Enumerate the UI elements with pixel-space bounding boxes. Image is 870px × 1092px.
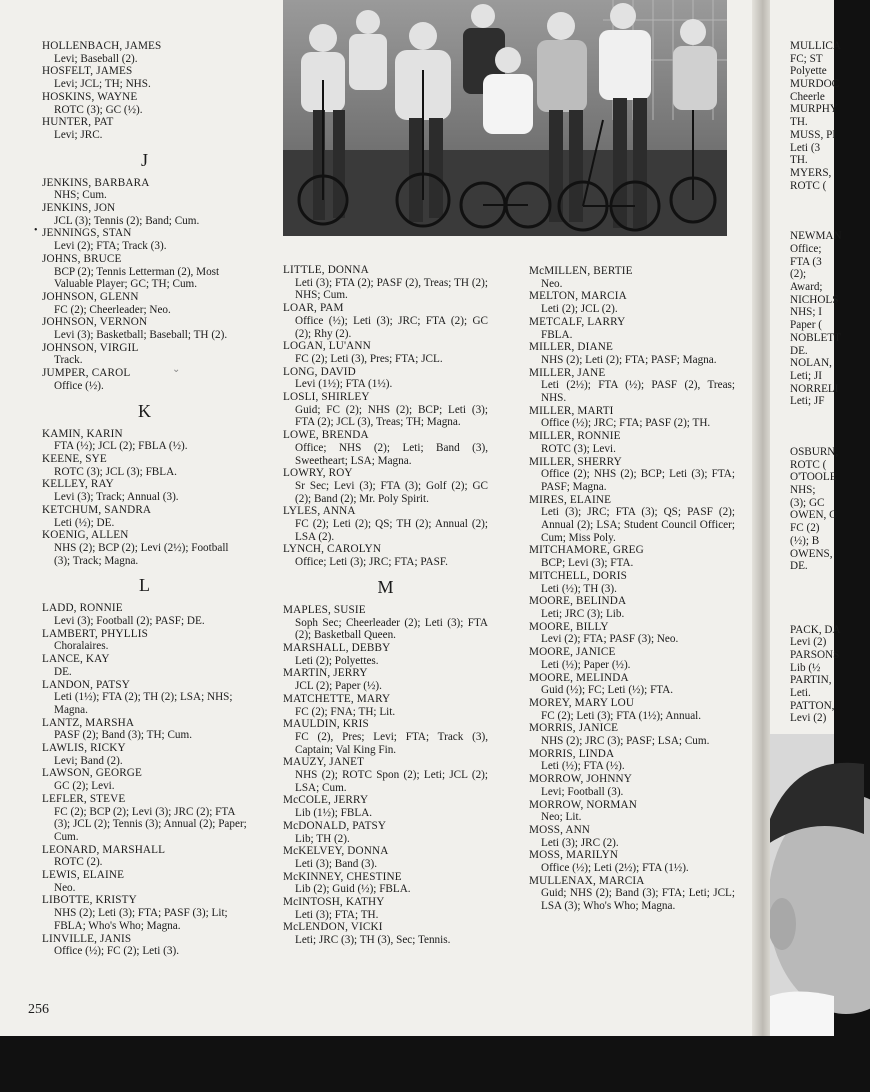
cropped-line: [790, 433, 870, 446]
student-activities: Leti (½); Paper (½).: [541, 658, 631, 671]
student-activities: FTA (½); JCL (2); FBLA (½).: [54, 440, 188, 453]
cropped-line: NORRELI: [790, 382, 839, 395]
student-name: LAWLIS, RICKY: [42, 742, 126, 755]
student-activities: Choralaires.: [54, 640, 109, 653]
cropped-line: [790, 408, 870, 421]
student-name: McINTOSH, KATHY: [283, 896, 385, 909]
student-name: MILLER, SHERRY: [529, 455, 622, 468]
student-entry: [283, 896, 488, 921]
student-name: MAULDIN, KRIS: [283, 718, 369, 731]
column-2: [283, 264, 488, 947]
cropped-line: PACK, DA: [790, 623, 841, 636]
student-entry: [42, 367, 247, 392]
student-entry: [42, 504, 247, 529]
student-activities: Levi (3); Track; Annual (3).: [54, 491, 179, 504]
student-name: LOWRY, ROY: [283, 467, 353, 480]
cropped-line: [790, 611, 870, 624]
student-name: KETCHUM, SANDRA: [42, 503, 152, 516]
student-entry: [283, 264, 488, 302]
student-name: JOHNSON, VERNON: [42, 316, 148, 329]
student-entry: [42, 653, 247, 678]
student-activities: FC (2); FNA; TH; Lit.: [295, 705, 396, 718]
cropped-line: [790, 192, 870, 205]
student-activities: Track.: [54, 354, 83, 367]
student-entry: [529, 722, 735, 747]
student-activities: Leti (½); DE.: [54, 516, 115, 529]
cropped-line: Leti (3: [790, 141, 821, 154]
student-entry: [283, 718, 488, 756]
student-entry: [529, 456, 735, 494]
student-activities: Leti (1½); FTA (2); TH (2); LSA; NHS; Magna.: [54, 691, 233, 716]
student-name: MOORE, MELINDA: [529, 671, 629, 684]
student-entry: [283, 302, 488, 340]
student-entry: [42, 177, 247, 202]
student-entry: [283, 366, 488, 391]
student-entry: [529, 672, 735, 697]
student-name: LAMBERT, PHYLLIS: [42, 627, 148, 640]
cropped-line: Leti; JI: [790, 369, 823, 382]
student-entry: [283, 505, 488, 543]
cropped-line: Cheerle: [790, 90, 825, 103]
student-entry: [283, 642, 488, 667]
student-entry: [42, 894, 247, 932]
student-entry: [42, 529, 247, 567]
cropped-line: PARSONS: [790, 649, 840, 661]
student-activities: Office (2); NHS (2); BCP; Leti (3); FTA; PASF; Magna.: [541, 468, 735, 493]
student-entry: [42, 679, 247, 717]
student-activities: ROTC (3); JCL (3); FBLA.: [54, 465, 177, 478]
student-entry: [42, 253, 247, 291]
student-entry: [42, 717, 247, 742]
cropped-line: (2);: [790, 268, 807, 281]
student-activities: BCP (2); Tennis Letterman (2), Most Valuable Player; GC; TH; Cum.: [54, 265, 220, 291]
student-name: MATCHETTE, MARY: [283, 692, 391, 705]
student-entry: [283, 871, 488, 896]
student-name: MORROW, JOHNNY: [529, 773, 633, 786]
student-activities: FC (2); Cheerleader; Neo.: [54, 303, 171, 316]
student-entry: [42, 291, 247, 316]
student-activities: Guid; FC (2); NHS (2); BCP; Leti (3); FTA (2); JCL (3), Treas; TH; Magna.: [295, 403, 488, 429]
student-activities: Levi; Band (2).: [54, 754, 123, 767]
student-name: LYLES, ANNA: [283, 505, 356, 518]
student-entry: [529, 290, 735, 315]
student-entry: [42, 793, 247, 844]
student-activities: Guid (½); FC; Leti (½); FTA.: [541, 684, 674, 697]
student-entry: [42, 116, 247, 141]
student-name: METCALF, LARRY: [529, 315, 626, 328]
student-entry: [42, 933, 247, 958]
student-entry: [529, 316, 735, 341]
student-name: MILLER, MARTI: [529, 404, 614, 417]
cropped-line: TH.: [790, 154, 808, 167]
student-entry: [529, 849, 735, 874]
student-entry: [529, 824, 735, 849]
student-entry: [42, 478, 247, 503]
student-activities: FC (2); Leti (2); QS; TH (2); Annual (2); LSA (2).: [295, 518, 488, 543]
cropped-line: ROTC (: [790, 458, 827, 471]
student-name: MOSS, MARILYN: [529, 849, 619, 862]
cropped-line: Leti.: [790, 687, 811, 700]
student-activities: Leti (3); Band (3).: [295, 857, 378, 870]
student-entry: [529, 405, 735, 430]
student-entry: [42, 202, 247, 227]
student-entry: [42, 742, 247, 767]
student-name: KOENIG, ALLEN: [42, 529, 129, 542]
student-name: JOHNSON, GLENN: [42, 290, 139, 303]
cropped-line: Paper (: [790, 319, 822, 332]
student-name: McKELVEY, DONNA: [283, 845, 389, 858]
student-activities: ROTC (3); Levi.: [541, 442, 616, 455]
student-activities: Levi (3); Basketball; Baseball; TH (2).: [54, 329, 228, 342]
student-entry: [529, 265, 735, 290]
student-activities: NHS (2); Leti (3); FTA; PASF (3); Lit; FBLA; Who's Who; Magna.: [54, 907, 228, 932]
student-entry: [283, 604, 488, 642]
student-entry: [283, 921, 488, 946]
student-name: LOWE, BRENDA: [283, 429, 369, 442]
student-name: MULLENAX, MARCIA: [529, 874, 645, 887]
cropped-line: [790, 573, 870, 586]
student-name: MILLER, RONNIE: [529, 430, 621, 443]
student-name: LANCE, KAY: [42, 653, 110, 666]
student-activities: Lib; TH (2).: [295, 832, 350, 845]
student-entry: [42, 844, 247, 869]
section-letter: J: [140, 149, 148, 170]
cropped-line: MULLICA: [790, 40, 841, 52]
student-name: MARTIN, JERRY: [283, 667, 368, 680]
student-entry: [42, 767, 247, 792]
student-name: MARSHALL, DEBBY: [283, 641, 391, 654]
cropped-line: NOLAN,: [790, 357, 832, 370]
student-activities: ROTC (2).: [54, 856, 103, 869]
student-name: LEONARD, MARSHALL: [42, 843, 166, 856]
student-activities: Levi; JRC.: [54, 128, 103, 141]
student-entry: [42, 602, 247, 627]
student-activities: Neo.: [541, 277, 563, 290]
cropped-line: NHS;: [790, 484, 816, 497]
cropped-line: TH.: [790, 116, 808, 129]
student-activities: Lib (1½); FBLA.: [295, 807, 373, 820]
student-name: KEENE, SYE: [42, 452, 107, 465]
cropped-line: ROTC (: [790, 179, 827, 192]
student-activities: FC (2); BCP (2); Levi (3); JRC (2); FTA (3); JCL (2); Tennis (3); Annual (2); Paper; Cum.: [54, 805, 247, 843]
student-entry: [283, 391, 488, 429]
student-name: JOHNS, BRUCE: [42, 252, 122, 265]
student-activities: Levi (2); FTA; PASF (3); Neo.: [541, 633, 679, 646]
student-name: LITTLE, DONNA: [283, 264, 369, 276]
student-entry: [529, 544, 735, 569]
student-activities: DE.: [54, 665, 72, 678]
student-name: MELTON, MARCIA: [529, 290, 627, 303]
group-photo-illustration: [283, 0, 727, 236]
student-name: LOGAN, LU'ANN: [283, 340, 371, 353]
group-photo-bicycles: [283, 0, 727, 236]
student-entry: [529, 748, 735, 773]
student-activities: Levi; JCL; TH; NHS.: [54, 78, 151, 91]
student-name: LANDON, PATSY: [42, 678, 130, 691]
cropped-line: OWEN, C: [790, 509, 837, 522]
page-number: 256: [28, 1002, 49, 1017]
student-activities: NHS; Cum.: [54, 189, 107, 202]
student-entry: [42, 227, 247, 252]
student-activities: PASF (2); Band (3); TH; Cum.: [54, 729, 192, 742]
cropped-line: Levi (2): [790, 636, 827, 649]
student-activities: Leti (½); TH (3).: [541, 582, 617, 595]
student-entry: [42, 91, 247, 116]
student-activities: Leti (3); JRC; FTA (3); QS; PASF (2); Annual (2); LSA; Student Council Officer; Cum; Miss Poly.: [541, 506, 735, 544]
cropped-line: DE.: [790, 560, 808, 573]
student-activities: Levi; Baseball (2).: [54, 52, 138, 65]
cropped-line: PARTIN,: [790, 674, 832, 687]
student-entry: [529, 341, 735, 366]
student-name: KELLEY, RAY: [42, 478, 114, 491]
section-letter: M: [377, 576, 394, 597]
student-name: LANTZ, MARSHA: [42, 716, 135, 729]
student-activities: FC (2), Pres; Levi; FTA; Track (3), Captain; Val King Fin.: [295, 730, 488, 756]
student-entry: [529, 367, 735, 405]
student-name: LOAR, PAM: [283, 302, 344, 315]
cropped-line: MUSS, PI: [790, 128, 837, 141]
cropped-line: (½); B: [790, 534, 820, 547]
student-activities: Levi (2); FTA; Track (3).: [54, 240, 167, 253]
page-gutter: [752, 0, 770, 1036]
student-name: LADD, RONNIE: [42, 602, 123, 615]
student-entry: [42, 428, 247, 453]
student-activities: Office; NHS (2); Leti; Band (3), Sweetheart; LSA; Magna.: [295, 441, 488, 467]
cropped-line: MURDOC: [790, 78, 840, 91]
student-name: MAPLES, SUSIE: [283, 603, 366, 616]
student-activities: NHS (2); JRC (3); PASF; LSA; Cum.: [541, 735, 710, 748]
student-name: LEWIS, ELAINE: [42, 869, 125, 882]
cropped-line: Award;: [790, 281, 823, 294]
student-entry: [283, 467, 488, 505]
student-entry: [529, 430, 735, 455]
student-activities: FC (2); Leti (3); FTA (1½); Annual.: [541, 709, 702, 722]
cropped-line: Office;: [790, 243, 822, 255]
student-name: MOORE, BILLY: [529, 620, 609, 633]
cropped-line: [790, 421, 870, 434]
cropped-line: MYERS,: [790, 166, 832, 179]
student-name: JENKINS, BARBARA: [42, 176, 150, 189]
cropped-line: (3); GC: [790, 496, 825, 509]
column-1: [42, 40, 247, 958]
student-activities: Leti (½); FTA (½).: [541, 760, 625, 773]
student-name: HOLLENBACH, JAMES: [42, 40, 162, 52]
student-entry: [529, 697, 735, 722]
student-name: MOORE, JANICE: [529, 646, 616, 659]
student-entry: [42, 316, 247, 341]
student-name: MORRIS, LINDA: [529, 747, 615, 760]
student-activities: Office (½); Leti (2½); FTA (1½).: [541, 862, 689, 875]
student-entry: [42, 453, 247, 478]
student-activities: Levi (3); Football (2); PASF; DE.: [54, 615, 205, 628]
student-name: MORROW, NORMAN: [529, 798, 637, 811]
cropped-line: NOBLETT: [790, 331, 841, 344]
student-activities: Leti (3); FTA (2); PASF (2), Treas; TH (2); NHS; Cum.: [295, 276, 488, 302]
student-name: MORRIS, JANICE: [529, 722, 619, 735]
student-activities: Levi; Football (3).: [541, 785, 624, 798]
student-name: KAMIN, KARIN: [42, 427, 123, 440]
student-name: McKINNEY, CHESTINE: [283, 870, 402, 883]
student-entry: [283, 667, 488, 692]
student-activities: GC (2); Levi.: [54, 780, 115, 793]
student-entry: [42, 342, 247, 367]
student-entry: [42, 65, 247, 90]
student-activities: Lib (2); Guid (½); FBLA.: [295, 883, 411, 896]
student-entry: [283, 794, 488, 819]
column-3: [529, 265, 735, 913]
student-entry: [283, 543, 488, 568]
student-name: LINVILLE, JANIS: [42, 932, 132, 945]
cropped-line: FTA (3: [790, 255, 822, 268]
cropped-line: Levi (2): [790, 712, 827, 725]
section-letter: L: [139, 575, 150, 596]
student-name: MILLER, JANE: [529, 366, 606, 379]
student-name: McDONALD, PATSY: [283, 819, 387, 832]
student-name: HOSKINS, WAYNE: [42, 90, 138, 103]
student-entry: [529, 875, 735, 913]
student-name: HUNTER, PAT: [42, 116, 114, 129]
cropped-line: Polyette: [790, 65, 827, 78]
student-entry: [42, 869, 247, 894]
student-activities: Office (½); FC (2); Leti (3).: [54, 945, 179, 958]
student-activities: Leti; JRC (3); TH (3), Sec; Tennis.: [295, 934, 451, 947]
cropped-line: DE.: [790, 344, 808, 357]
student-activities: BCP; Levi (3); FTA.: [541, 557, 634, 570]
cropped-line: MURPHY: [790, 103, 838, 116]
student-activities: Leti (3); FTA; TH.: [295, 908, 379, 921]
student-name: LEFLER, STEVE: [42, 792, 126, 805]
student-activities: Leti (3); JRC (2).: [541, 836, 619, 849]
student-name: JENNINGS, STAN: [42, 227, 132, 240]
student-activities: NHS (2); Leti (2); FTA; PASF; Magna.: [541, 353, 717, 366]
cropped-line: FC (2): [790, 522, 820, 535]
student-activities: Soph Sec; Cheerleader (2); Leti (3); FTA (2); Basketball Queen.: [295, 616, 488, 642]
cropped-line: FC; ST: [790, 52, 823, 65]
student-activities: Levi (1½); FTA (1½).: [295, 378, 393, 391]
student-entry: [283, 820, 488, 845]
cropped-line: [790, 586, 870, 599]
student-entry: [529, 799, 735, 824]
student-name: MAUZY, JANET: [283, 756, 365, 769]
student-activities: Guid; NHS (2); Band (3); FTA; Leti; JCL; LSA (3); Who's Who; Magna.: [541, 887, 735, 913]
cropped-line: Lib (½: [790, 661, 821, 674]
student-entry: [42, 40, 247, 65]
cropped-line: NHS; I: [790, 306, 823, 319]
student-entry: [283, 845, 488, 870]
student-name: MOREY, MARY LOU: [529, 696, 635, 709]
student-activities: ROTC (3); GC (½).: [54, 103, 143, 116]
student-name: JENKINS, JON: [42, 202, 116, 215]
student-entry: [529, 646, 735, 671]
student-activities: Leti (2); JCL (2).: [541, 303, 618, 316]
student-name: MOSS, ANN: [529, 823, 591, 836]
student-entry: [283, 340, 488, 365]
student-activities: Office; Leti (3); JRC; FTA; PASF.: [295, 556, 448, 569]
student-entry: [42, 628, 247, 653]
student-name: MOORE, BELINDA: [529, 595, 627, 608]
student-name: LONG, DAVID: [283, 365, 356, 378]
cropped-line: [790, 598, 870, 611]
student-name: LOSLI, SHIRLEY: [283, 391, 370, 404]
student-activities: Office (½).: [54, 379, 104, 392]
student-activities: JCL (2); Paper (½).: [295, 680, 382, 693]
cropped-line: [790, 205, 870, 218]
student-entry: [529, 494, 735, 545]
student-name: MIRES, ELAINE: [529, 493, 612, 506]
cropped-line: O'TOOLE: [790, 471, 837, 484]
student-name: MILLER, DIANE: [529, 341, 613, 354]
student-name: MITCHAMORE, GREG: [529, 544, 644, 557]
student-activities: FC (2); Leti (3), Pres; FTA; JCL.: [295, 352, 443, 365]
student-name: MITCHELL, DORIS: [529, 569, 627, 582]
student-name: LIBOTTE, KRISTY: [42, 894, 137, 907]
cropped-line: Leti; JF: [790, 395, 825, 408]
student-activities: Leti (2½); FTA (½); PASF (2), Treas; NHS.: [541, 379, 735, 405]
student-name: JUMPER, CAROL: [42, 367, 131, 380]
student-entry: [529, 595, 735, 620]
student-activities: Office (½); Leti (3); JRC; FTA (2); GC (2); Rhy (2).: [295, 314, 488, 340]
student-activities: Leti; JRC (3); Lib.: [541, 607, 625, 620]
cropped-line: NEWMAN: [790, 230, 842, 243]
student-name: LYNCH, CAROLYN: [283, 543, 382, 556]
student-activities: NHS (2); ROTC Spon (2); Leti; JCL (2); LSA; Cum.: [295, 769, 488, 794]
cropped-line: OSBURN,: [790, 446, 839, 458]
student-entry: [529, 570, 735, 595]
cropped-line: [790, 218, 870, 231]
column-4-cropped: [790, 40, 870, 725]
student-activities: Sr Sec; Levi (3); FTA (3); Golf (2); GC (2); Band (2); Mr. Poly Spirit.: [295, 479, 488, 505]
student-activities: NHS (2); BCP (2); Levi (2½); Football (3); Track; Magna.: [54, 541, 229, 567]
student-name: JOHNSON, VIRGIL: [42, 341, 139, 354]
student-entry: [283, 693, 488, 718]
student-activities: Neo; Lit.: [541, 811, 582, 824]
cropped-line: NICHOLS: [790, 293, 839, 306]
student-name: LAWSON, GEORGE: [42, 767, 143, 780]
cropped-line: OWENS,: [790, 547, 833, 560]
student-name: McLENDON, VICKI: [283, 921, 383, 934]
student-activities: Neo.: [54, 881, 76, 894]
student-activities: FBLA.: [541, 328, 573, 341]
cropped-line: PATTON,: [790, 699, 835, 712]
student-entry: [283, 429, 488, 467]
student-entry: [529, 773, 735, 798]
student-entry: [283, 756, 488, 794]
ink-dot: •: [34, 225, 38, 236]
section-letter: K: [138, 400, 151, 421]
student-activities: Office (½); JRC; FTA; PASF (2); TH.: [541, 417, 711, 430]
student-entry: [529, 621, 735, 646]
ink-mark: ⌄: [172, 364, 181, 375]
student-name: HOSFELT, JAMES: [42, 65, 133, 78]
student-activities: JCL (3); Tennis (2); Band; Cum.: [54, 214, 200, 227]
student-activities: Leti (2); Polyettes.: [295, 654, 379, 667]
student-name: McMILLEN, BERTIE: [529, 265, 633, 277]
student-name: McCOLE, JERRY: [283, 794, 369, 807]
